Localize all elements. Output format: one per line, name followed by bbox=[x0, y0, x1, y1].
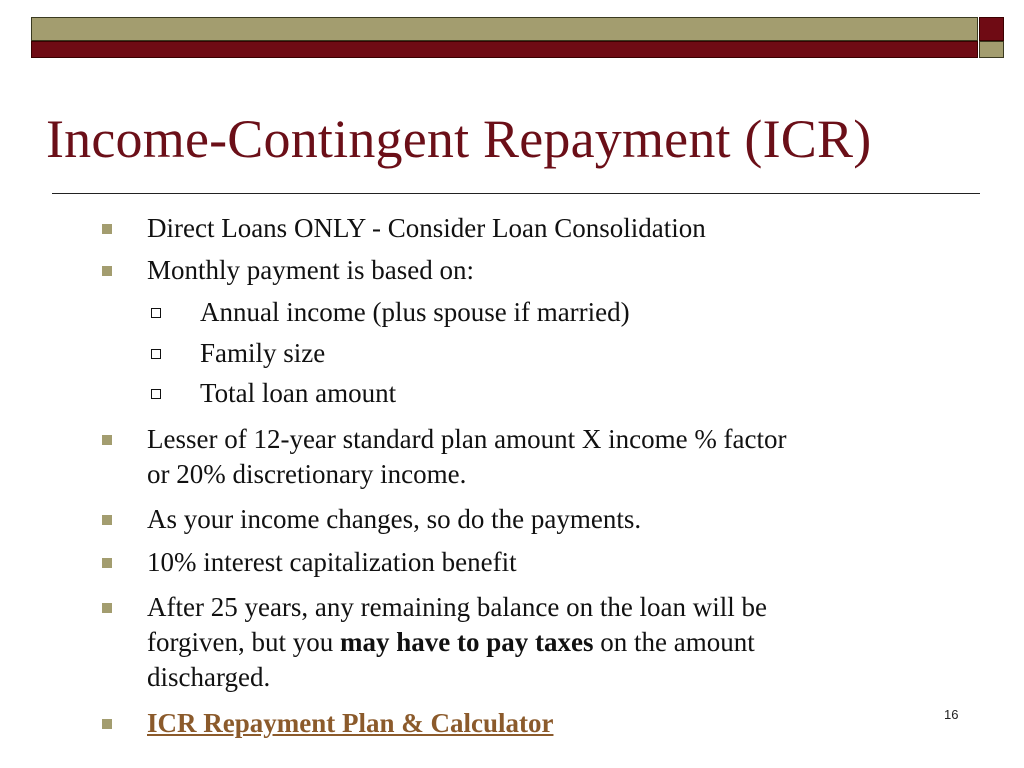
bullet-item: Direct Loans ONLY - Consider Loan Consolidation bbox=[147, 213, 706, 243]
sub-bullet-open-square-icon bbox=[151, 349, 161, 359]
sub-bullet-item: Annual income (plus spouse if married) bbox=[200, 297, 630, 327]
header-corner-square-maroon bbox=[979, 17, 1004, 41]
bullet-line-end: on the amount bbox=[593, 627, 755, 657]
bullet-line: discharged. bbox=[147, 662, 271, 692]
sub-bullet-item: Total loan amount bbox=[200, 378, 397, 408]
bullet-square-icon bbox=[102, 515, 112, 525]
sub-bullet-open-square-icon bbox=[151, 389, 161, 399]
bullet-line: After 25 years, any remaining balance on the loan will be bbox=[147, 592, 768, 622]
title-divider bbox=[52, 193, 980, 194]
bullet-item bbox=[147, 590, 977, 695]
bullet-square-icon bbox=[102, 266, 112, 276]
bullet-square-icon bbox=[102, 719, 112, 729]
slide-title: Income-Contingent Repayment (ICR) bbox=[46, 109, 872, 169]
bullet-square-icon bbox=[102, 435, 112, 445]
page-number: 16 bbox=[944, 707, 959, 722]
header-bar-maroon bbox=[31, 41, 978, 58]
bold-emphasis: may have to pay taxes bbox=[339, 627, 594, 657]
bullet-square-icon bbox=[102, 224, 112, 234]
header-corner-square-olive bbox=[979, 41, 1004, 58]
bullet-line: or 20% discretionary income. bbox=[147, 459, 467, 489]
bullet-line: Lesser of 12-year standard plan amount X income % factor bbox=[147, 424, 787, 454]
header-bar-olive bbox=[31, 17, 978, 41]
bullet-item bbox=[147, 706, 977, 741]
bullet-line-start: forgiven, but you bbox=[147, 627, 340, 657]
sub-bullet-item: Family size bbox=[200, 338, 326, 368]
icr-calculator-link[interactable]: ICR Repayment Plan & Calculator bbox=[147, 708, 554, 738]
bullet-square-icon bbox=[102, 603, 112, 613]
sub-bullet-open-square-icon bbox=[151, 308, 161, 318]
bullet-item bbox=[147, 422, 977, 492]
bullet-item: As your income changes, so do the payments. bbox=[147, 504, 642, 534]
bullet-square-icon bbox=[102, 558, 112, 568]
bullet-item: 10% interest capitalization benefit bbox=[147, 547, 517, 577]
bullet-item: Monthly payment is based on: bbox=[147, 255, 474, 285]
